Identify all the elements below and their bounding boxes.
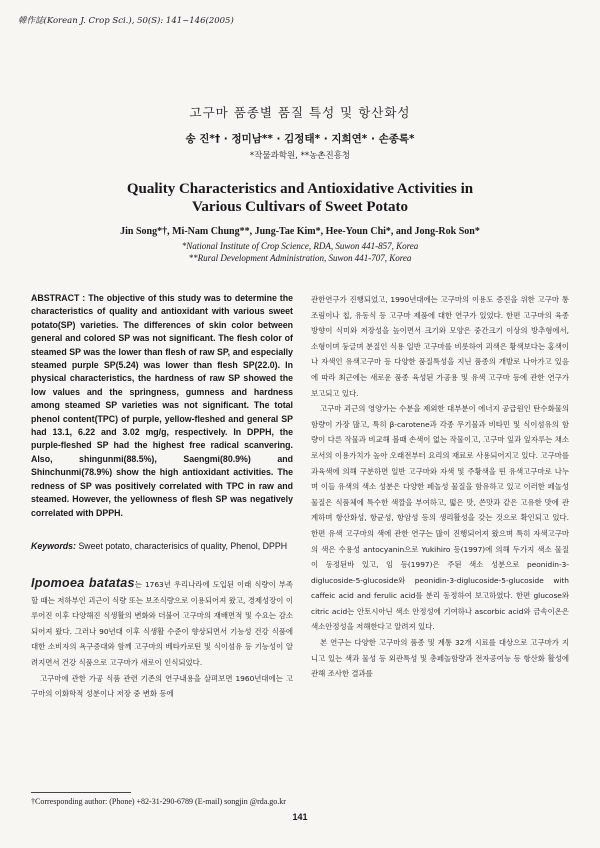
right-paragraph-2: 고구마 괴근의 영양가는 수분을 제외한 대부분이 에너지 공급원인 탄수화물의 함량이 가장 많고, 특히 β-carotene과 각종 무기물과 비타민 및 식이섬유의 함량이 다른 작물과 비교해 볼때 손색이 없는 작물이고, 고구마 잎과 잎자루는 채소로서의 이용가치가 높아 오래전부터 요리의 재료로 사용되어지고 있다. 고구마를 과육색에 의해 구분하면 일반 고구마와 자색 및 주황색을 띤 유색고구마로 나누며 이들 유색의 색소 성분은 다양한 페놀성 물질을 함유하고 있고 이러한 페놀성 물질은 식품체에 특수한 색깔을 부여하고, 떫은 맛, 쓴맛과 같은 고유한 맛에 관계하며 항산화성, 항균성, 항암성 등의 생리활성을 갖는 것으로 확인되고 있다. 한편 유색 고구마의 색에 관한 연구는 많이 진행되어져 왔으며 특히 자색고구마의 색은 수용성 antocyanin으로 Yukihiro 등(1997)에 의해 두가지 색소 물질이 동정된바 있고, 임 등(1997)은 주된 색소 성분으로 peonidin-3-diglucoside-5-glucoside와 peonidin-3-diglucoside-5-glucoside with caffeic acid and ferulic acid를 분리 동정하여 보고하였다. 한편 glucose와 citric acid는 안토시아닌 색소 안정성에 기여하나 ascorbic acid와 금속이온은 색소안정성을 저해한다고 알려져 있다. <box>311 404 569 632</box>
english-authors: Jin Song*†, Mi-Nam Chung**, Jung-Tae Kim*, Hee-Youn Chi*, and Jong-Rok Son* <box>120 226 480 237</box>
keywords <box>31 540 293 553</box>
abstract-label: ABSTRACT : <box>31 293 86 303</box>
journal-citation: 韓作誌(Korean J. Crop Sci.), 50(S): 141~146(2005) <box>18 16 234 26</box>
english-affiliations <box>0 240 600 264</box>
korean-title: 고구마 품종별 품질 특성 및 항산화성 <box>189 105 411 120</box>
keywords-label: Keywords: <box>31 541 76 551</box>
english-affiliation-2: **Rural Development Administration, Suwon 441-707, Korea <box>188 253 412 263</box>
right-paragraph-3: 본 연구는 다양한 고구마의 품종 및 계통 32개 시료를 대상으로 고구마가 지니고 있는 색과 물성 등 외관특성 및 총페놀함량과 전자공여능 등 항산화 활성에 관해 조사한 결과를 <box>311 638 569 679</box>
footnote-rule <box>31 792 131 793</box>
korean-affiliations: *작물과학원, **농촌진흥청 <box>249 151 351 161</box>
abstract <box>31 292 293 520</box>
english-title-line2: Various Cultivars of Sweet Potato <box>191 199 409 215</box>
intro-paragraph-2: 고구마에 관한 가공 식품 관련 기존의 연구내용을 살펴보면 1960년대에는 고구마의 이화학적 성분이나 저장 중 변화 등에 <box>31 673 293 699</box>
left-column-body <box>31 576 293 702</box>
right-column-body <box>311 292 569 682</box>
english-affiliation-1: *National Institute of Crop Science, RDA, Suwon 441-857, Korea <box>181 241 419 251</box>
abstract-text: The objective of this study was to determine the characteristics of quality and antioxidant with various sweet potato(SP) varieties. The differences of skin color between general and colored SP was not significant. The flesh color of steamed SP was the lower than flesh of raw SP, and especially steamed purple SP(5.24) was lower than flesh SP(22.0). In physical characteristics, the hardness of raw SP showed the low values and the springness, gumness and hardness among steamed SP varieties was not significant. The total phenol content(TPC) of purple, yellow-fleshed and general SP had 13.1, 6.22 and 3.02 mg/g, respectively. In DPPH, the purple-fleshed SP had the highest free radical scanvering. Also, shingunmi(88.5%), Saengmi(80.9%) and Shinchunmi(78.9%) show the high antioxidant activities. The redness of SP was positively correlated with TPC in raw and steamed. However, the yellowness of flesh SP was negatively correlated with DPPH. <box>31 293 293 518</box>
intro-paragraph-1-text: 는 1763년 우리나라에 도입된 이래 식량이 부족할 때는 저하부인 괴근이 식량 또는 보조식량으로 이용되어져 왔고, 경제성장이 이루어진 이후 다양해진 식생활의 변화와 더불어 고구마의 재배면적 및 수요는 감소되어져 왔다. 그러나 90년대 이후 식생활 수준이 향상되면서 기능성 건강 식품에 대한 소비자의 욕구증대와 함께 고구마의 베타카로틴 및 식이섬유 등 기능성이 알려지면서 건강 식품으로 고구마가 새로이 인식되었다. <box>31 580 293 667</box>
keywords-text: Sweet potato, characterisics of quality, Phenol, DPPH <box>78 541 288 551</box>
dropcap-species-name: Ipomoea batatas <box>31 576 135 590</box>
corresponding-author-footnote: †Corresponding author: (Phone) +82-31-290-6789 (E-mail) songjin @rda.go.kr <box>31 797 286 806</box>
english-title-line1: Quality Characteristics and Antioxidative Activities in <box>126 181 474 197</box>
korean-authors: 송 진*† · 정미남** · 김정태* · 지희연* · 손종록* <box>185 133 415 145</box>
right-paragraph-1: 관한연구가 진행되었고, 1990년대에는 고구마의 이용도 증진을 위한 고구마 통조림이나 칩, 유동식 등 고구마 제품에 대한 연구가 있었다. 한편 고구마의 육종 방향이 식미와 저장성을 높이면서 크기와 모양은 중간크기 이상의 방추형에서, 소형이며 둥글며 분질인 식용 일반 고구마를 비롯하여 괴색은 황색보다는 홍색이나 자색인 유색고구마 등 다양한 품질특성을 지닌 품종의 개발로 나아가고 있음에 따라 최근에는 새로운 품종 육성된 가공용 및 유색 고구마 등에 관한 연구가 보고되고 있다. <box>311 295 569 398</box>
intro-paragraph-1 <box>31 576 293 671</box>
english-title <box>0 180 600 216</box>
page-number: 141 <box>292 812 308 822</box>
